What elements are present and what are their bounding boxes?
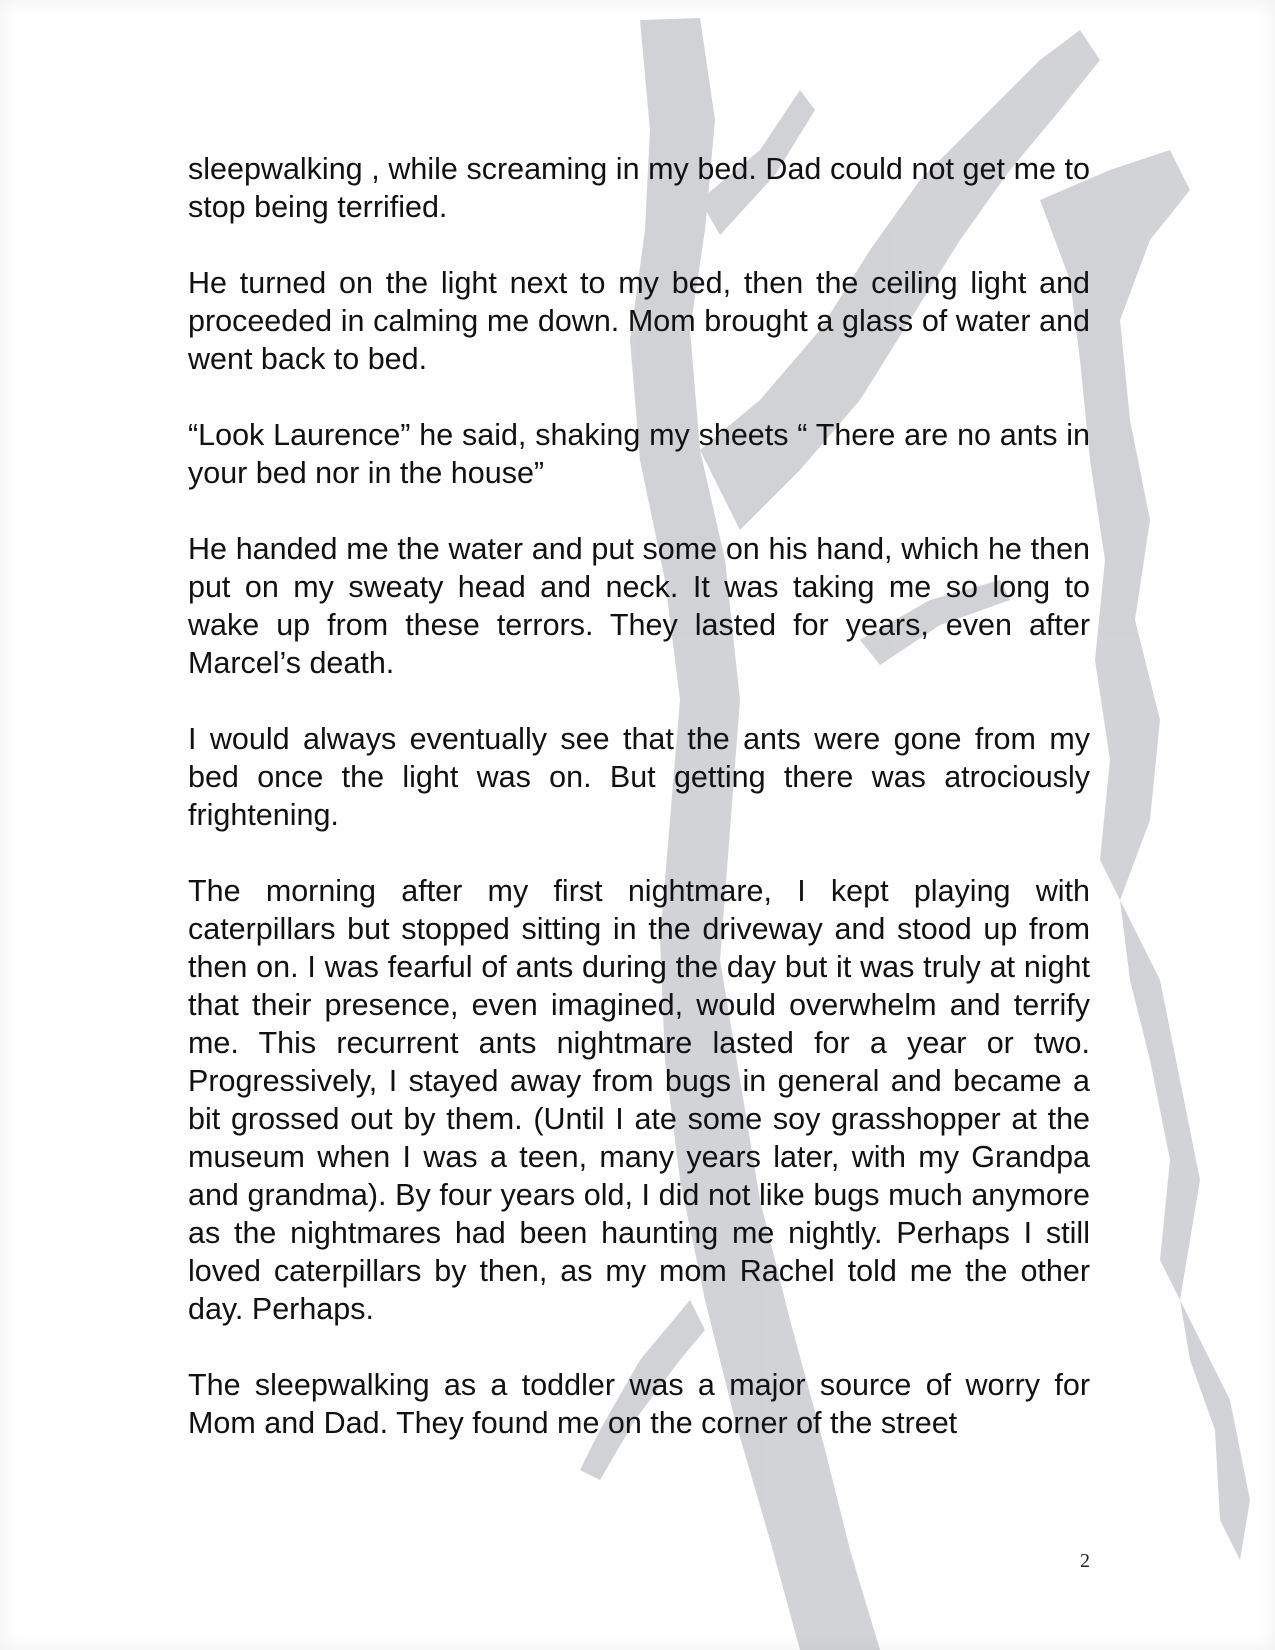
paragraph: “Look Laurence” he said, shaking my sheets “ There are no ants in your bed nor in the house” bbox=[188, 418, 1090, 490]
page-number: 2 bbox=[1080, 1550, 1090, 1572]
body-text bbox=[188, 150, 1090, 1442]
paragraph: The sleepwalking as a toddler was a major source of worry for Mom and Dad. They found me on the corner of the street bbox=[188, 1368, 1090, 1440]
paragraph: I would always eventually see that the ants were gone from my bed once the light was on. But getting there was atrociously frightening. bbox=[188, 722, 1090, 832]
paragraph: He turned on the light next to my bed, then the ceiling light and proceeded in calming me down. Mom brought a glass of water and went back to bed. bbox=[188, 266, 1090, 376]
paragraph: sleepwalking , while screaming in my bed. Dad could not get me to stop being terrified. bbox=[188, 152, 1090, 224]
paragraph: The morning after my first nightmare, I kept playing with caterpillars but stopped sitting in the driveway and stood up from then on. I was fearful of ants during the day but it was truly at night that their presence, even imagined, would overwhelm and terrify me. This recurrent ants nightmare lasted for a year or two. Progressively, I stayed away from bugs in general and became a bit grossed out by them. (Until I ate some soy grasshopper at the museum when I was a teen, many years later, with my Grandpa and grandma). By four years old, I did not like bugs much anymore as the nightmares had been haunting me nightly. Perhaps I still loved caterpillars by then, as my mom Rachel told me the other day. Perhaps. bbox=[188, 874, 1090, 1326]
paragraph: He handed me the water and put some on his hand, which he then put on my sweaty head and neck. It was taking me so long to wake up from these terrors. They lasted for years, even after Marcel’s death. bbox=[188, 532, 1090, 680]
